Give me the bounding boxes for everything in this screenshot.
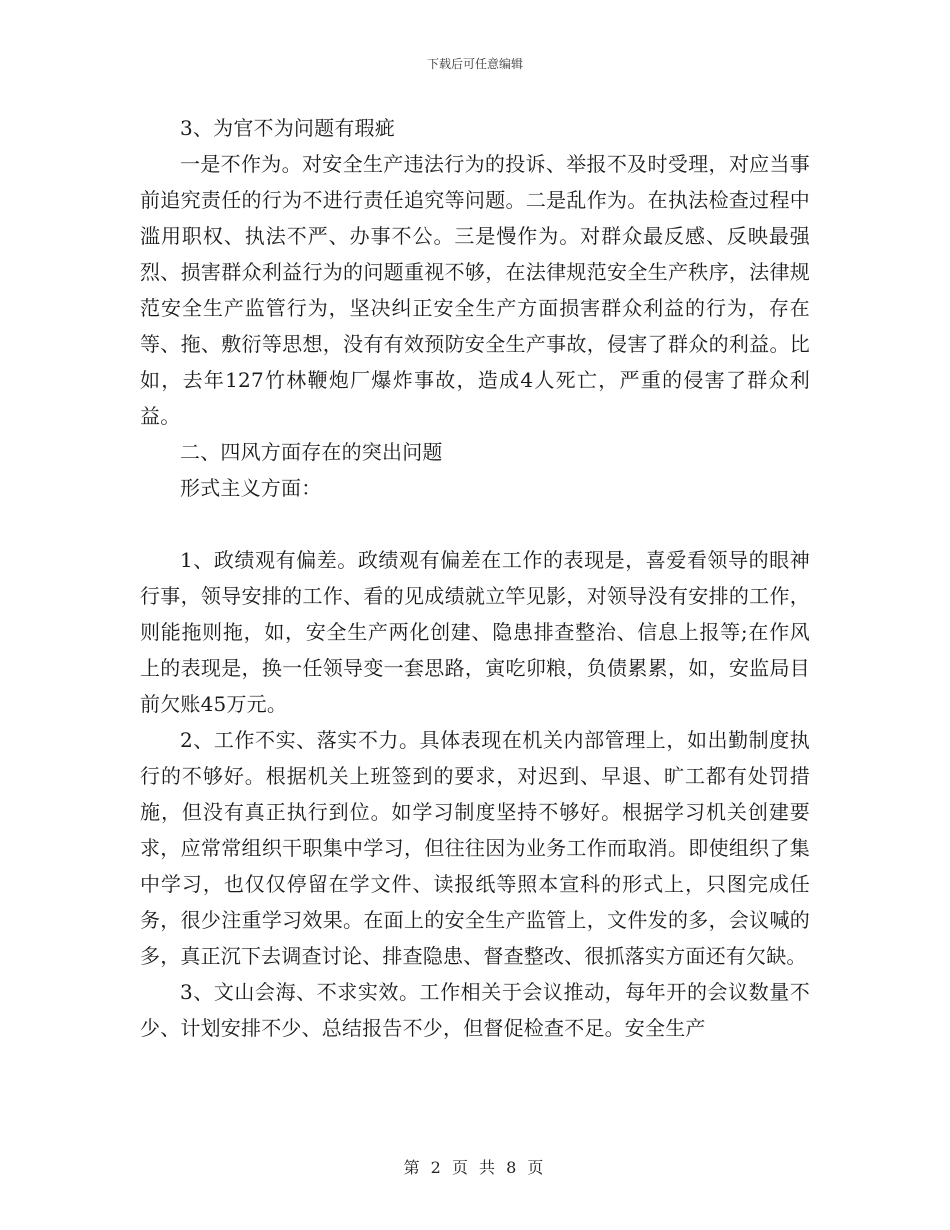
paragraph: 3、文山会海、不求实效。工作相关于会议推动，每年开的会议数量不少、计划安排不少、总结报告不少，但督促检查不足。安全生产 — [140, 980, 810, 1040]
subsection-heading: 形式主义方面： — [180, 476, 322, 500]
section-heading-3: 3、为官不为问题有瑕疵 — [180, 116, 395, 140]
paragraph: 1、政绩观有偏差。政绩观有偏差在工作的表现是，喜爱看领导的眼神行事，领导安排的工作、看的见成绩就立竿见影，对领导没有安排的工作，则能拖则拖，如，安全生产两化创建、隐患排查整治、信息上报等;在作风上的表现是，换一任领导变一套思路，寅吃卯粮，负债累累，如，安监局目前欠账45万元。 — [140, 548, 810, 716]
paragraph: 一是不作为。对安全生产违法行为的投诉、举报不及时受理，对应当事前追究责任的行为不进行责任追究等问题。二是乱作为。在执法检查过程中滥用职权、执法不严、办事不公。三是慢作为。对群众最反感、反映最强烈、损害群众利益行为的问题重视不够，在法律规范安全生产秩序，法律规范安全生产监管行为，坚决纠正安全生产方面损害群众利益的行为，存在等、拖、敷衍等思想，没有有效预防安全生产事故，侵害了群众的利益。比如，去年127竹林鞭炮厂爆炸事故，造成4人死亡，严重的侵害了群众利益。 — [140, 152, 810, 428]
section-heading-2: 二、四风方面存在的突出问题 — [180, 440, 443, 464]
page-number: 第 2 页 共 8 页 — [403, 1158, 547, 1177]
paragraph: 2、工作不实、落实不力。具体表现在机关内部管理上，如出勤制度执行的不够好。根据机关上班签到的要求，对迟到、早退、旷工都有处罚措施，但没有真正执行到位。如学习制度坚持不够好。根据学习机关创建要求，应常常组织干职集中学习，但往往因为业务工作而取消。即使组织了集中学习，也仅仅停留在学文件、读报纸等照本宣科的形式上，只图完成任务，很少注重学习效果。在面上的安全生产监管上，文件发的多，会议喊的多，真正沉下去调查讨论、排查隐患、督查整改、很抓落实方面还有欠缺。 — [140, 728, 810, 968]
page-header: 下载后可任意编辑 — [426, 57, 523, 71]
document-body — [140, 110, 810, 1046]
